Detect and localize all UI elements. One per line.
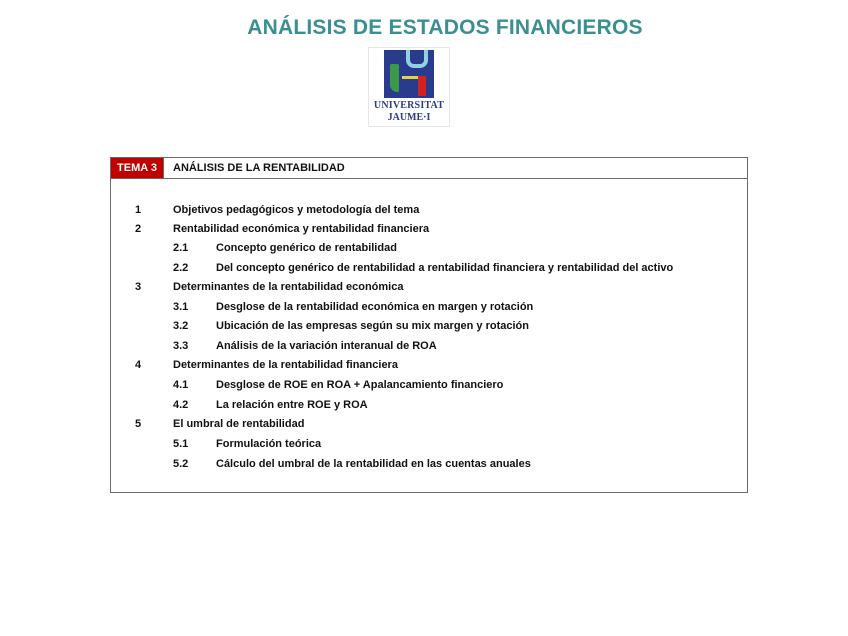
toc-item-number: 5.1 [173,438,189,450]
toc-item-number: 3.2 [173,320,189,332]
logo-u-shape [406,50,428,68]
logo-j-shape [390,64,399,92]
toc-item-number: 3.3 [173,340,189,352]
toc-item-number: 4.1 [173,379,189,391]
toc-item-number: 4.2 [173,399,189,411]
toc-header [111,158,747,179]
toc-item-text: Determinantes de la rentabilidad económica [173,281,404,293]
toc-item-number: 4 [135,359,142,371]
toc-item-number: 5.2 [173,458,189,470]
university-logo [368,47,450,127]
logo-text-line1: UNIVERSITAT [373,100,445,111]
page-title: ANÁLISIS DE ESTADOS FINANCIEROS [247,16,643,39]
logo-text-line2: JAUME·I [387,112,431,123]
toc-item-number: 3.1 [173,301,189,313]
toc-item-text: Del concepto genérico de rentabilidad a rentabilidad financiera y rentabilidad del activo [216,262,674,274]
toc-item-text: Desglose de la rentabilidad económica en margen y rotación [216,301,534,313]
logo-red-bar [418,76,426,96]
tema-title: ANÁLISIS DE LA RENTABILIDAD [173,162,345,174]
toc-item-text: Cálculo del umbral de la rentabilidad en las cuentas anuales [216,458,531,470]
toc-item-number: 2 [135,223,142,235]
table-of-contents [110,157,748,493]
toc-item-number: 2.1 [173,242,189,254]
toc-item-number: 3 [135,281,142,293]
toc-item-text: Análisis de la variación interanual de ROA [216,340,437,352]
tema-badge: TEMA 3 [111,158,164,178]
toc-item-text: Determinantes de la rentabilidad financiera [173,359,398,371]
logo-yellow-bar [402,76,418,79]
toc-item-number: 2.2 [173,262,189,274]
toc-item-text: Desglose de ROE en ROA + Apalancamiento financiero [216,379,504,391]
toc-item-text: La relación entre ROE y ROA [216,399,368,411]
toc-item-text: Ubicación de las empresas según su mix margen y rotación [216,320,530,332]
toc-item-text: Objetivos pedagógicos y metodología del tema [173,204,420,216]
toc-item-number: 5 [135,418,142,430]
toc-item-text: Formulación teórica [216,438,322,450]
toc-item-number: 1 [135,204,142,216]
toc-item-text: El umbral de rentabilidad [173,418,305,430]
toc-item-text: Rentabilidad económica y rentabilidad financiera [173,223,430,235]
toc-item-text: Concepto genérico de rentabilidad [216,242,397,254]
